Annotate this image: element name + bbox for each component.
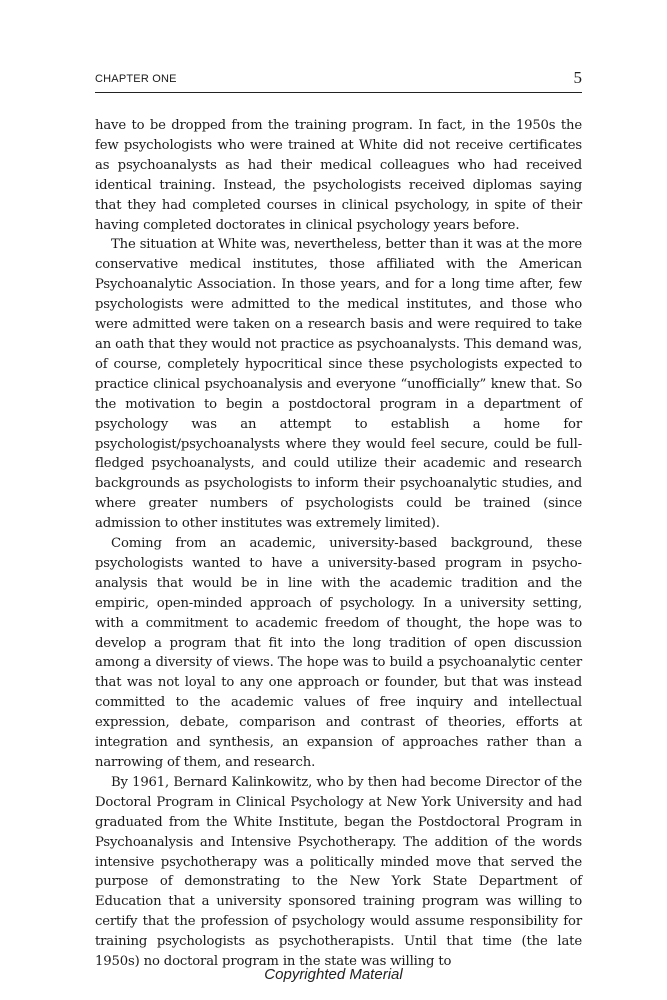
running-header [95, 70, 582, 93]
page-number: 5 [573, 68, 582, 87]
paragraph-1: have to be dropped from the training program. In fact, in the 1950s the few psychologists who were trained at White did not receive certificates as psychoanalysts as had their medical colleagues who had received identical training. Instead, the psychologists received diplomas saying that they had completed courses in clinical psychology, in spite of their having completed doctorates in clinical psychology years before. [95, 118, 582, 233]
paragraph-3: Coming from an academic, university-based background, these psychologists wanted to have a university-based program in psychoanalysis that would be in line with the academic tradition and the empiric, open-minded approach of psychology. In a university setting, with a commitment to academic freedom of thought, the hope was to develop a program that fit into the long tradition of open discussion among a diversity of views. The hope was to build a psychoanalytic center that was not loyal to any one approach or founder, but that was instead committed to the academic values of free inquiry and intellectual expression, debate, comparison and contrast of theories, efforts at integration and synthesis, an expansion of approaches rather than a narrowing of them, and research. [95, 536, 582, 770]
paragraph-2: The situation at White was, nevertheless, better than it was at the more conservative medical institutes, those affiliated with the American Psychoanalytic Association. In those years, and for a long time after, few psychologists were admitted to the medical institutes, and those who were admitted were taken on a research basis and were required to take an oath that they would not practice as psychoanalysts. This demand was, of course, completely hypocritical since these psychologists expected to practice clinical psychoanalysis and everyone “unofficially” knew that. So the motivation to begin a postdoctoral program in a department of psychology was an attempt to establish a home for psychologist/psychoanalysts where they would feel secure, could be full-fledged psychoanalysts, and could utilize their academic and research backgrounds as psychologists to inform their psychoanalytic studies, and where greater numbers of psychologists could be trained (since admission to other institutes was extremely limited). [95, 237, 582, 532]
copyright-footer: Copyrighted Material [264, 966, 403, 983]
paragraph-4: By 1961, Bernard Kalinkowitz, who by then had become Director of the Doctoral Program in Clinical Psychology at New York University and had graduated from the White Institute, began the Postdoctoral Program in Psychoanalysis and Intensive Psychotherapy. The addition of the words intensive psychotherapy was a politically minded move that served the purpose of demonstrating to the New York State Department of Education that a university sponsored training program was willing to certify that the profession of psychology would assume responsibility for training psychologists as psychotherapists. Until that time (the late 1950s) no doctoral program in the state was willing to [95, 774, 582, 970]
chapter-label: CHAPTER ONE [95, 73, 177, 85]
body-text [95, 116, 582, 972]
